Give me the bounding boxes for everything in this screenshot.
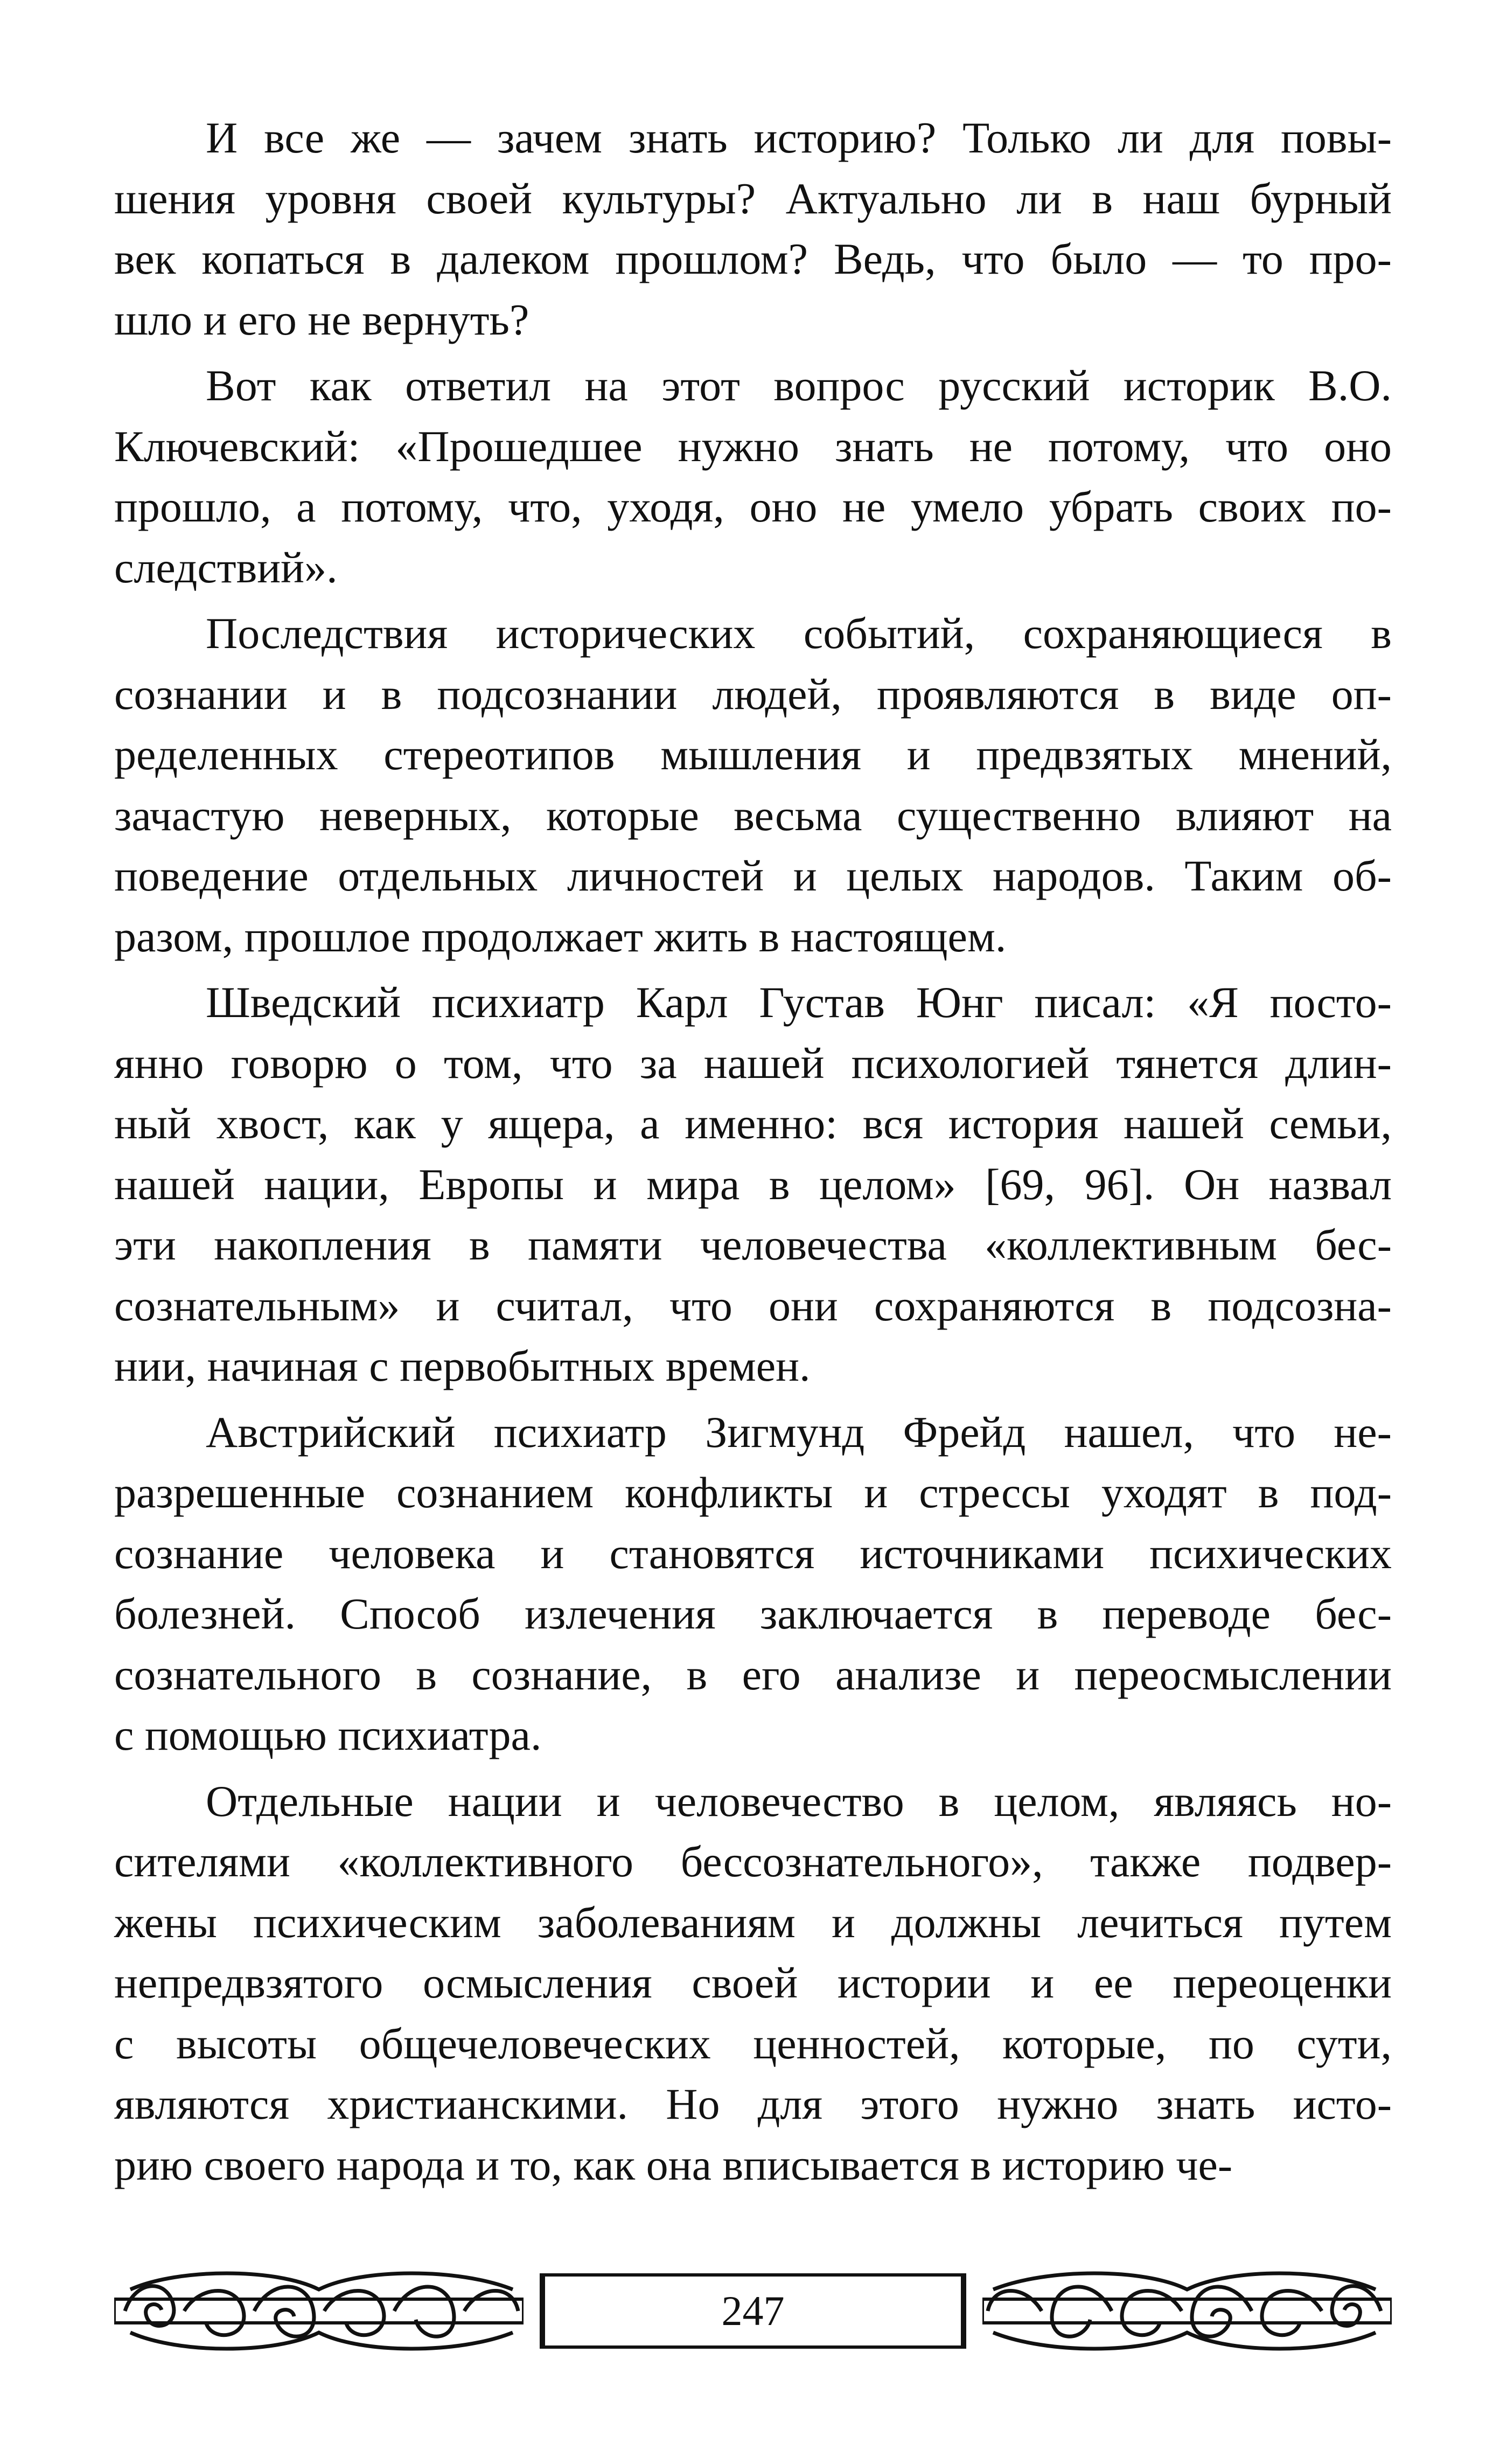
paragraph [114,972,1392,1397]
text-line: зачастую неверных, которые весьма существенно влияют на [114,790,1392,840]
text-line: с помощью психиатра. [114,1710,542,1759]
text-line: являются христианскими. Но для этого нужно знать исто- [114,2079,1392,2128]
text-line: ределенных стереотипов мышления и предвзятых мнений, [114,730,1392,779]
ornament-right-icon [982,2268,1392,2354]
text-line: нашей нации, Европы и мира в целом» [69, 96]. Он назвал [114,1159,1392,1209]
text-line: сознательного в сознание, в его анализе и переосмыслении [114,1649,1392,1699]
text-line: жены психическим заболеваниям и должны лечиться путем [114,1897,1392,1947]
paragraph [114,1402,1392,1766]
ornament-left-icon [114,2268,524,2354]
paragraph [114,603,1392,967]
paragraph [114,356,1392,598]
text-line: с высоты общечеловеческих ценностей, которые, по сути, [114,2018,1392,2068]
text-line: нии, начиная с первобытных времен. [114,1341,811,1390]
text-line: Последствия исторических событий, сохраняющиеся в [206,609,1392,658]
text-line: сознании и в подсознании людей, проявляются в виде оп- [114,669,1392,719]
text-line: ный хвост, как у ящера, а именно: вся история нашей семьи, [114,1099,1392,1148]
text-line: сознание человека и становятся источниками психических [114,1528,1392,1578]
page-footer [114,2268,1392,2354]
paragraph [114,1771,1392,2196]
text-line: шения уровня своей культуры? Актуально ли в наш бурный [114,173,1392,223]
paragraph [114,108,1392,350]
text-line: Вот как ответил на этот вопрос русский историк В.О. [206,361,1392,410]
text-line: рию своего народа и то, как она вписывается в историю че- [114,2140,1233,2189]
text-line: болезней. Способ излечения заключается в переводе бес- [114,1589,1392,1638]
text-line: Ключевский: «Прошедшее нужно знать не потому, что оно [114,421,1392,471]
text-line: Отдельные нации и человечество в целом, являясь но- [206,1776,1392,1826]
text-line: разом, прошлое продолжает жить в настоящем. [114,911,1007,961]
page-number: 247 [540,2273,966,2349]
text-line: сознательным» и считал, что они сохраняются в подсозна- [114,1280,1392,1330]
text-line: эти накопления в памяти человечества «коллективным бес- [114,1220,1392,1269]
text-line: век копаться в далеком прошлом? Ведь, что было — то про- [114,234,1392,283]
page-body [114,108,1392,2306]
text-line: поведение отдельных личностей и целых народов. Таким об- [114,851,1392,900]
text-line: янно говорю о том, что за нашей психологией тянется длин- [114,1038,1392,1088]
text-line: разрешенные сознанием конфликты и стрессы уходят в под- [114,1468,1392,1517]
text-line: И все же — зачем знать историю? Только ли для повы- [206,113,1392,162]
text-line: шло и его не вернуть? [114,295,529,344]
text-line: следствий». [114,542,338,592]
text-line: прошло, а потому, что, уходя, оно не умело убрать своих по- [114,482,1392,531]
text-line: Шведский психиатр Карл Густав Юнг писал: «Я посто- [206,978,1392,1027]
text-line: Австрийский психиатр Зигмунд Фрейд нашел, что не- [206,1407,1392,1457]
text-line: сителями «коллективного бессознательного», также подвер- [114,1837,1392,1886]
text-line: непредвзятого осмысления своей истории и ее переоценки [114,1958,1392,2007]
